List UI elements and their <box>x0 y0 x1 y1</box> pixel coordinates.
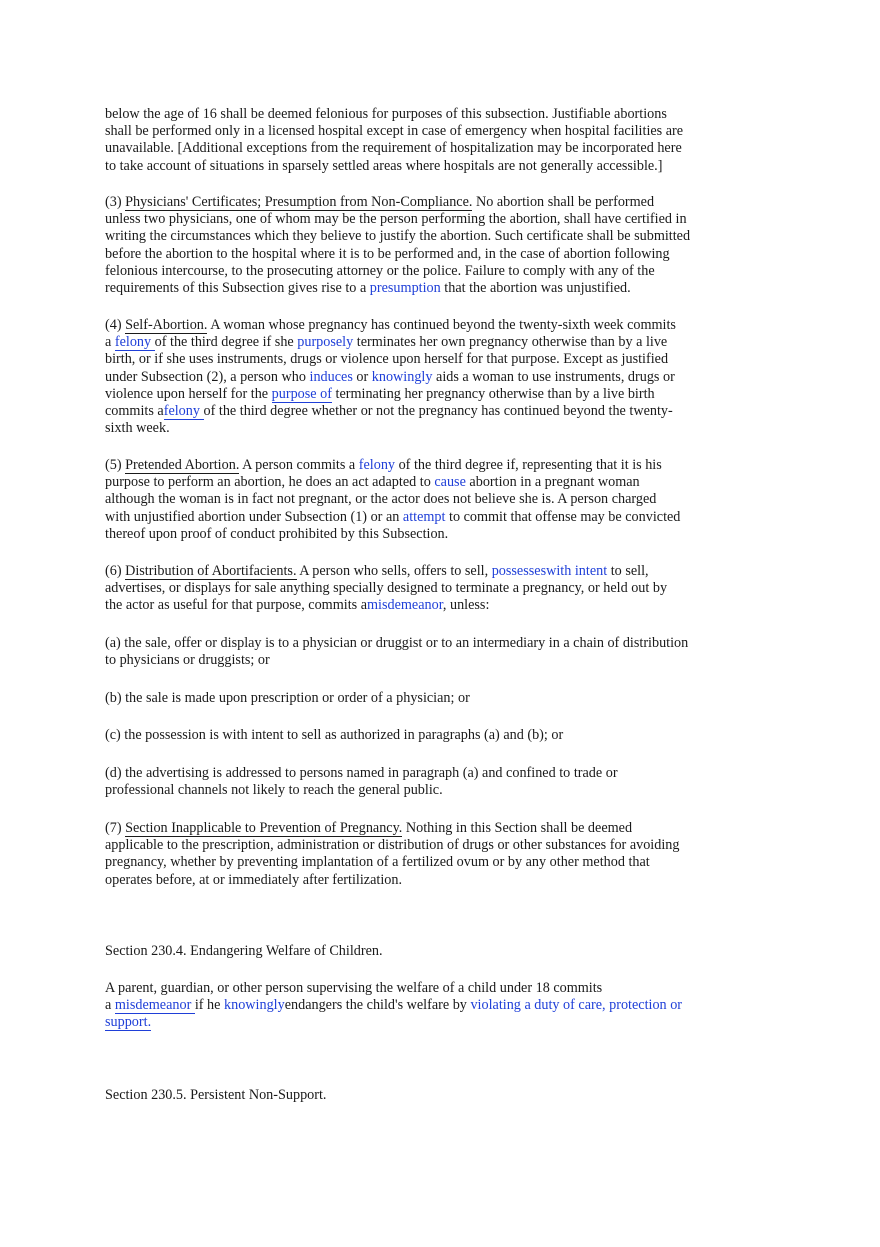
text-line: to take account of situations in sparsely settled areas where hospitals are not generally accessible.] <box>105 157 663 174</box>
link-felony[interactable]: felony <box>358 457 396 473</box>
text-line: thereof upon proof of conduct prohibited by this Subsection. <box>105 525 449 542</box>
section-230-4-title <box>105 943 745 960</box>
subsection-heading: Distribution of Abortifacients. <box>125 563 297 579</box>
text-run: of the third degree if, representing that it is his <box>395 457 662 473</box>
subsection-6 <box>105 563 745 615</box>
text-line: A parent, guardian, or other person supervising the welfare of a child under 18 commits <box>105 980 603 996</box>
text-line: writing the circumstances which they believe to justify the abortion. Such certificate shall be submitted <box>105 228 691 245</box>
section-title: Section 230.4. Endangering Welfare of Children. <box>105 943 383 959</box>
text-run: commits a <box>105 402 164 419</box>
subsection-heading: Self-Abortion. <box>125 317 208 333</box>
subsection-heading: Physicians' Certificates; Presumption from Non-Compliance. <box>125 194 473 210</box>
text-line: unless two physicians, one of whom may be the person performing the abortion, shall have certified in <box>105 211 687 228</box>
text-line: felonious intercourse, to the prosecuting attorney or the police. Failure to comply with any of the <box>105 262 655 279</box>
text-run: terminating her pregnancy otherwise than by a live birth <box>331 385 655 402</box>
text-line: operates before, at or immediately after fertilization. <box>105 871 403 888</box>
text-run: with unjustified abortion under Subsection (1) or an <box>105 508 403 525</box>
paragraph-c <box>105 727 745 744</box>
subsection-number: (6) <box>105 563 126 579</box>
link-knowingly[interactable]: knowingly <box>224 997 285 1014</box>
subsection-7 <box>105 820 745 889</box>
intro-paragraph <box>105 106 745 175</box>
text-line: (a) the sale, offer or display is to a physician or druggist or to an intermediary in a chain of distribution <box>105 635 689 651</box>
subsection-3 <box>105 194 745 297</box>
text-line: to physicians or druggists; or <box>105 652 270 669</box>
link-attempt[interactable]: attempt <box>402 508 446 525</box>
text-run: A person commits a <box>239 457 359 473</box>
text-run: terminates her own pregnancy otherwise than by a live <box>353 334 668 351</box>
link-misdemeanor[interactable]: misdemeanor <box>367 597 443 614</box>
text-run: the actor as useful for that purpose, commits a <box>105 597 367 614</box>
text-run: of the third degree if she <box>154 334 298 351</box>
text-run: abortion in a pregnant woman <box>465 474 640 491</box>
text-line: although the woman is in fact not pregnant, or the actor does not believe she is. A person charged <box>105 491 657 508</box>
link-violating-duty[interactable]: violating a duty of care, protection or <box>470 997 683 1014</box>
subsection-number: (5) <box>105 457 126 473</box>
subsection-heading: Pretended Abortion. <box>125 457 240 473</box>
text-line: (b) the sale is made upon prescription or order of a physician; or <box>105 690 470 706</box>
link-felony[interactable]: felony <box>163 402 204 419</box>
text-line: advertises, or displays for sale anything specially designed to terminate a pregnancy, or held out by <box>105 580 668 597</box>
text-run: aids a woman to use instruments, drugs or <box>432 368 675 385</box>
subsection-number: (3) <box>105 194 126 210</box>
text-line: pregnancy, whether by preventing implantation of a fertilized ovum or by any other method that <box>105 854 650 871</box>
text-run: A woman whose pregnancy has continued beyond the twenty-sixth week commits <box>207 317 676 333</box>
text-run: , unless: <box>442 597 490 614</box>
text-run: purpose to perform an abortion, he does an act adapted to <box>105 474 435 491</box>
text-run: a <box>105 997 115 1014</box>
link-knowingly[interactable]: knowingly <box>371 368 433 385</box>
subsection-5 <box>105 457 745 543</box>
section-230-4-body <box>105 980 785 1032</box>
text-line: sixth week. <box>105 420 170 437</box>
subsection-4 <box>105 317 745 437</box>
paragraph-b <box>105 690 745 707</box>
text-line: birth, or if she uses instruments, drugs or violence upon herself for that purpose. Except as justified <box>105 351 669 368</box>
link-purposely[interactable]: purposely <box>297 334 354 351</box>
text-run: or <box>352 368 372 385</box>
text-line: unavailable. [Additional exceptions from the requirement of hospitalization may be incorporated here <box>105 140 682 157</box>
link-presumption[interactable]: presumption <box>369 279 441 296</box>
text-run: No abortion shall be performed <box>472 194 655 210</box>
link-support[interactable]: support. <box>105 1014 152 1031</box>
text-run: to commit that offense may be convicted <box>445 508 681 525</box>
text-run: that the abortion was unjustified. <box>440 279 631 296</box>
text-run: of the third degree whether or not the pregnancy has continued beyond the twenty- <box>203 402 673 419</box>
text-run: A person who sells, offers to sell, <box>296 563 492 579</box>
text-run: violence upon herself for the <box>105 385 272 402</box>
text-run: to sell, <box>607 563 649 579</box>
link-possesses[interactable]: possesses <box>491 563 547 579</box>
text-line: shall be performed only in a licensed hospital except in case of emergency when hospital facilities are <box>105 123 684 140</box>
section-title: Section 230.5. Persistent Non-Support. <box>105 1087 327 1103</box>
text-run: if he <box>194 997 224 1014</box>
subsection-heading: Section Inapplicable to Prevention of Pregnancy. <box>125 820 403 836</box>
link-cause[interactable]: cause <box>434 474 466 491</box>
text-line: (d) the advertising is addressed to persons named in paragraph (a) and confined to trade or <box>105 765 618 781</box>
subsection-number: (7) <box>105 820 126 836</box>
link-felony[interactable]: felony <box>114 334 155 351</box>
paragraph-d <box>105 765 745 799</box>
text-line: professional channels not likely to reach the general public. <box>105 782 443 799</box>
text-run: a <box>105 334 115 351</box>
text-run: Nothing in this Section shall be deemed <box>402 820 633 836</box>
link-misdemeanor[interactable]: misdemeanor <box>114 997 195 1014</box>
paragraph-a <box>105 635 745 669</box>
text-line: below the age of 16 shall be deemed felonious for purposes of this subsection. Justifiable abortions <box>105 106 667 122</box>
section-230-5-title <box>105 1087 745 1104</box>
link-with-intent[interactable]: with intent <box>546 563 608 579</box>
text-line: (c) the possession is with intent to sell as authorized in paragraphs (a) and (b); or <box>105 727 564 743</box>
text-line: applicable to the prescription, administration or distribution of drugs or other substances for avoiding <box>105 837 680 854</box>
text-run: requirements of this Subsection gives rise to a <box>105 279 370 296</box>
link-purpose-of[interactable]: purpose of <box>271 385 332 402</box>
text-run: endangers the child's welfare by <box>284 997 471 1014</box>
text-line: before the abortion to the hospital where it is to be performed and, in the case of abortion following <box>105 245 670 262</box>
text-run: under Subsection (2), a person who <box>105 368 310 385</box>
subsection-number: (4) <box>105 317 126 333</box>
link-induces[interactable]: induces <box>309 368 353 385</box>
